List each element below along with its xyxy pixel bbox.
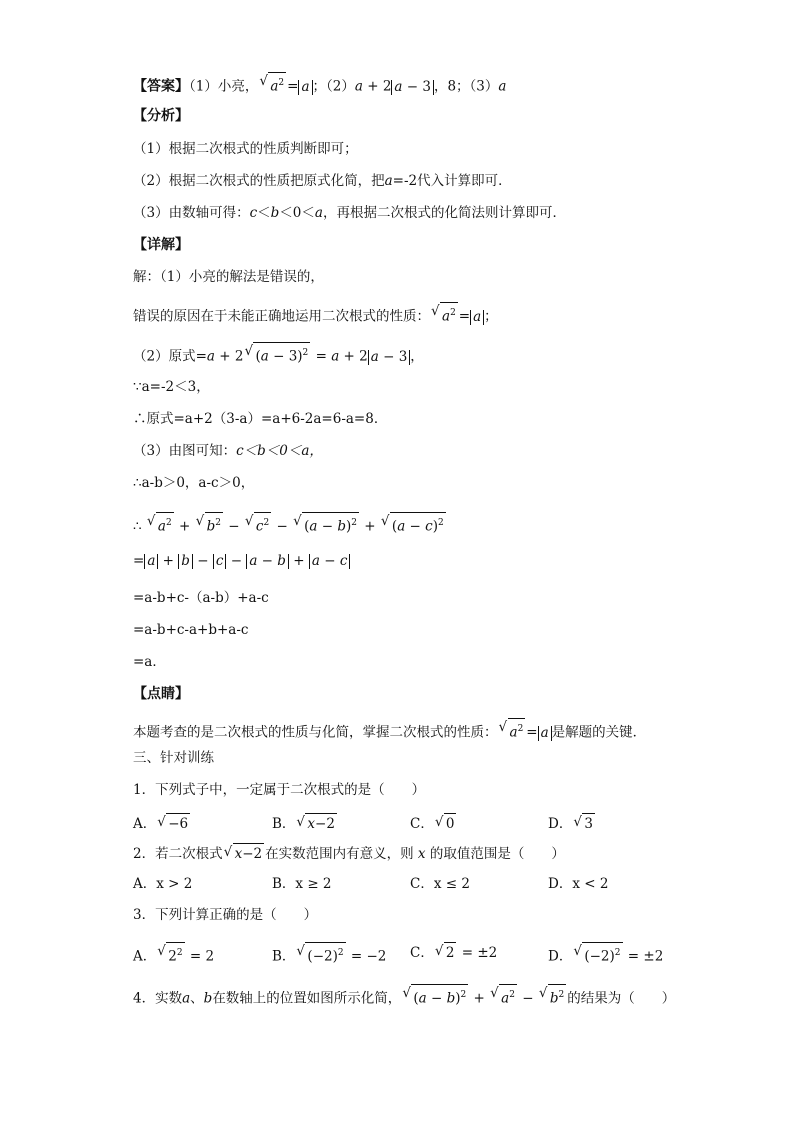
- analysis-3: （3）由数轴可得：c＜b＜0＜a，再根据二次根式的化简法则计算即可．: [133, 205, 566, 221]
- detail-3-text: （2）原式=: [133, 348, 207, 365]
- detail-10: =a-b+c-（a-b）+a-c: [133, 590, 269, 606]
- q2-text-b: 在实数范围内有意义，则: [265, 846, 414, 862]
- q2-option-b: B．x ≥ 2: [272, 876, 332, 892]
- detail-8: ∴ √ $a^2$ + √ $b^2$ − √ $c^2$ − √ $(a - b)^2$ + √ $(a - c)^2$: [133, 512, 447, 537]
- q1-option-b-label: B．: [272, 816, 296, 832]
- formula-sqrt-a2: √ $a^2$: [147, 512, 174, 537]
- detail-5: ∴原式=a+2（3-a）=a+6-2a=6-a=8．: [133, 411, 388, 427]
- detail-7: ∴a-b＞0，a-c＞0，: [133, 475, 255, 491]
- detail-2: 错误的原因在于未能正确地运用二次根式的性质：√ $a^2 = a$ ；: [133, 302, 498, 327]
- q1-option-c: [410, 813, 457, 834]
- q3-option-d: D．√ $(-2)^2 = \pm 2$: [548, 942, 663, 967]
- formula-sqrt-neg2-sq: √ $(-2)^2$: [296, 942, 345, 967]
- analysis-2a: （2）根据二次根式的性质把原式化简，把: [133, 173, 385, 189]
- q1-option-b: [272, 813, 338, 834]
- detail-11: =a-b+c-a+b+a-c: [133, 622, 249, 638]
- analysis-1: （1）根据二次根式的性质判断即可；: [133, 141, 358, 157]
- q2-option-d: D．x < 2: [548, 876, 609, 892]
- formula-sqrt-x-2: √ x−2: [224, 843, 265, 864]
- analysis-2: （2）根据二次根式的性质把原式化简，把a=-2代入计算即可．: [133, 173, 512, 189]
- q4-text-a: 4．实数: [133, 990, 183, 1007]
- detail-label: 【详解】: [133, 237, 189, 253]
- q4-text-d: 的结果为（ ）: [567, 990, 676, 1007]
- review-label: 【点睛】: [133, 686, 189, 702]
- question-2: 2．若二次根式√ x−2 在实数范围内有意义，则 x 的取值范围是（ ）: [133, 843, 565, 864]
- detail-6b: c＜b＜0＜a，: [236, 443, 323, 459]
- answer-part1: （1）小亮，: [189, 78, 259, 95]
- q3-option-d-label: D．: [548, 948, 573, 965]
- formula-sqrt-a-b-sq: √ $(a - b)^2$: [402, 984, 468, 1009]
- formula-sqrt-neg6: √ −6: [157, 813, 190, 834]
- formula-sqrt-a2: √ $a^2$: [490, 984, 517, 1009]
- detail-2-text: 错误的原因在于未能正确地运用二次根式的性质：: [133, 308, 430, 325]
- q3-option-b-label: B．: [272, 948, 296, 965]
- formula-sqrt-b2: √ $b^2$: [539, 984, 566, 1009]
- q2-text-a: 2．若二次根式: [133, 846, 223, 862]
- formula-sqrt-3: √ 3: [573, 813, 595, 834]
- detail-1: 解：（1）小亮的解法是错误的，: [133, 269, 324, 285]
- q2-option-c: C．x ≤ 2: [410, 876, 470, 892]
- q1-option-d: [548, 813, 596, 834]
- formula-sqrt-2-sq: √ $2^2$: [157, 942, 184, 967]
- answer-label: 【答案】: [133, 78, 189, 95]
- formula-sqrt-a-c-sq: √ $(a - c)^2$: [381, 512, 446, 537]
- analysis-2b: =-2代入计算即可．: [392, 173, 512, 189]
- q1-option-d-label: D．: [548, 816, 573, 832]
- formula-sqrt-a-minus-3-sq: √ $(a - 3)^2$: [244, 342, 310, 367]
- q4-text-c: 在数轴上的位置如图所示化简，: [212, 990, 402, 1007]
- review-1a: 本题考查的是二次根式的性质与化简，掌握二次根式的性质：: [133, 724, 498, 741]
- review-1b: 是解题的关键．: [551, 724, 647, 741]
- formula-sqrt-x-2: √ x−2: [296, 813, 337, 834]
- q1-option-c-label: C．: [410, 816, 434, 832]
- q2-text-c: 的取值范围是（ ）: [429, 846, 565, 862]
- formula-sqrt-neg2-sq: √ $(-2)^2$: [573, 942, 622, 967]
- formula-sqrt-a2: √ $a^2$: [499, 718, 526, 743]
- formula-sqrt-a2: √ $a^2$: [431, 302, 458, 327]
- detail-3: （2）原式=a + 2√ $(a - 3)^2 = a + 2$ a − 3 ，: [133, 342, 424, 367]
- formula-sqrt-c2: √ $c^2$: [245, 512, 271, 537]
- detail-9: = a + b − c − a − b + a − c: [133, 551, 350, 571]
- q2-option-a: A．x > 2: [133, 876, 193, 892]
- q3-option-a-label: A．: [133, 948, 157, 965]
- formula-sqrt-a2: √ $a^2$: [259, 72, 286, 97]
- q3-option-c-label: C．: [410, 945, 434, 961]
- detail-12: =a．: [133, 654, 166, 670]
- analysis-3a: （3）由数轴可得：: [133, 205, 250, 221]
- detail-6: [133, 441, 323, 461]
- answer-part2: ；（2）: [312, 78, 355, 95]
- q3-option-b: B．√ $(-2)^2 = -2$: [272, 942, 386, 967]
- question-1: 1．下列式子中，一定属于二次根式的是（ ）: [133, 782, 426, 798]
- formula-sqrt-2: √ 2: [435, 942, 457, 963]
- formula-sqrt-0: √ 0: [435, 813, 457, 834]
- formula-sqrt-a-b-sq: √ $(a - b)^2$: [293, 512, 359, 537]
- q3-option-a: A．√ $2^2 = 2$: [133, 942, 214, 967]
- q1-option-a: [133, 813, 191, 834]
- q1-option-a-label: A．: [133, 816, 157, 832]
- detail-6a: （3）由图可知：: [133, 443, 237, 459]
- q3-option-c: C．√ 2 = ±2: [410, 942, 497, 963]
- section-heading: 三、针对训练: [133, 750, 214, 766]
- question-4: 4．实数a、b在数轴上的位置如图所示化简，√ $(a - b)^2$ + √ $a^2$ − √ $b^2$ 的结果为（ ）: [133, 984, 675, 1009]
- question-3: 3．下列计算正确的是（ ）: [133, 907, 318, 923]
- analysis-label: 【分析】: [133, 108, 189, 124]
- answer-line: 【答案】（1）小亮，√ $a^2 = a$ ；（2）a + 2 a − 3 ，8；（3）a: [133, 72, 506, 97]
- formula-sqrt-b2: √ $b^2$: [196, 512, 223, 537]
- q4-text-b: 、: [190, 990, 204, 1007]
- detail-4: ∵a=-2＜3，: [133, 379, 210, 395]
- analysis-3b: ，再根据二次根式的化简法则计算即可．: [322, 205, 566, 221]
- review-1: 本题考查的是二次根式的性质与化简，掌握二次根式的性质：√ $a^2 = a$ 是解题的关键．: [133, 718, 646, 743]
- answer-part3: ，8；（3）: [433, 78, 499, 95]
